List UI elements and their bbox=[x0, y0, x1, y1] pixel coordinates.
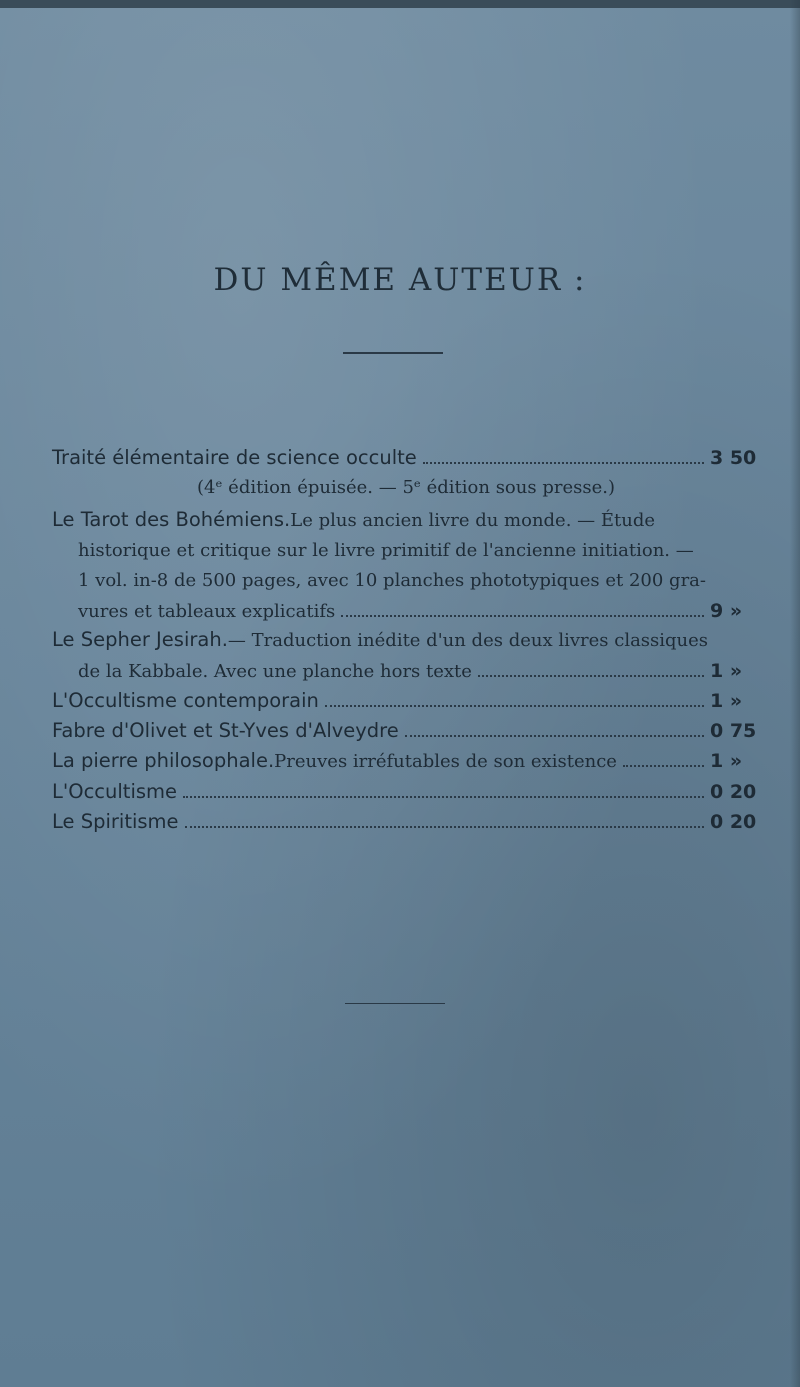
entry-price: 1 » bbox=[710, 750, 743, 772]
entry-desc: de la Kabbale. Avec une planche hors texte bbox=[78, 661, 472, 682]
dot-leader bbox=[623, 765, 704, 767]
page-heading: DU MÊME AUTEUR : bbox=[213, 262, 587, 298]
dot-leader bbox=[423, 462, 704, 464]
entry-sepher bbox=[52, 625, 762, 687]
entry-desc: — Traduction inédite d'un des deux livres classiques bbox=[227, 630, 709, 651]
page-right-edge bbox=[790, 0, 800, 1387]
entry-desc: vures et tableaux explicatifs bbox=[78, 601, 336, 622]
entry-occultisme-contemporain bbox=[52, 686, 762, 716]
top-rule bbox=[343, 352, 443, 354]
dot-leader bbox=[183, 796, 704, 798]
entry-price: 1 » bbox=[710, 690, 743, 712]
entry-price: 1 » bbox=[710, 660, 743, 682]
entry-price: 0 20 bbox=[710, 781, 757, 803]
entry-tarot bbox=[52, 505, 762, 627]
entry-title: Traité élémentaire de science occulte bbox=[52, 446, 417, 469]
dot-leader bbox=[405, 735, 704, 737]
entry-desc: Preuves irréfutables de son existence bbox=[274, 751, 617, 772]
entry-title: Fabre d'Olivet et St-Yves d'Alveydre bbox=[52, 719, 399, 742]
entry-occultisme bbox=[52, 777, 762, 807]
entry-title: Le Spiritisme bbox=[52, 810, 179, 833]
entry-spiritisme bbox=[52, 807, 762, 837]
entry-price: 3 50 bbox=[710, 447, 757, 469]
entry-pierre bbox=[52, 746, 762, 777]
entry-title: La pierre philosophale. bbox=[52, 749, 275, 772]
dot-leader bbox=[185, 826, 704, 828]
entry-desc: 1 vol. in-8 de 500 pages, avec 10 planches phototypiques et 200 gra- bbox=[78, 570, 706, 591]
dot-leader bbox=[325, 705, 704, 707]
scan-top-edge bbox=[0, 0, 800, 8]
entry-note: (4ᵉ édition épuisée. — 5ᵉ édition sous presse.) bbox=[197, 477, 615, 498]
entry-traite bbox=[52, 443, 762, 503]
entry-title: Le Sepher Jesirah. bbox=[52, 628, 228, 651]
entry-title: L'Occultisme bbox=[52, 780, 178, 803]
entry-title: L'Occultisme contemporain bbox=[52, 689, 319, 712]
entry-fabre bbox=[52, 716, 762, 746]
entry-desc: Le plus ancien livre du monde. — Étude bbox=[290, 510, 656, 531]
entry-desc: historique et critique sur le livre primitif de l'ancienne initiation. — bbox=[78, 540, 694, 561]
entry-price: 0 75 bbox=[710, 720, 757, 742]
entry-price: 0 20 bbox=[710, 811, 757, 833]
dot-leader bbox=[341, 615, 704, 617]
dot-leader bbox=[478, 675, 704, 677]
entry-price: 9 » bbox=[710, 600, 743, 622]
bottom-rule bbox=[345, 1003, 445, 1004]
entry-title: Le Tarot des Bohémiens. bbox=[52, 508, 291, 531]
